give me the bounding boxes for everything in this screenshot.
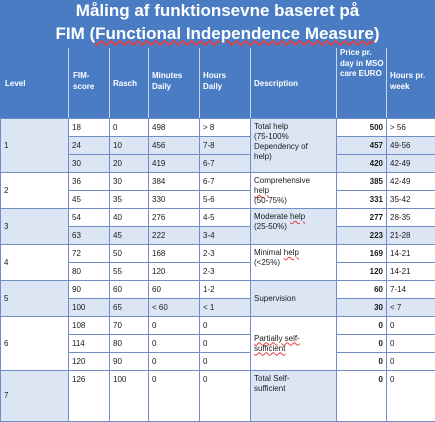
hours-cell: 0	[199, 316, 251, 335]
fim-score-cell: 24	[68, 136, 110, 155]
level-cell: 4	[0, 244, 69, 281]
level-cell: 2	[0, 172, 69, 209]
description-line	[254, 142, 333, 152]
hours-cell: 6-7	[199, 172, 251, 191]
description-fragment: help	[290, 212, 306, 221]
minutes-cell: 456	[148, 136, 200, 155]
level-cell: 3	[0, 208, 69, 245]
hours-week-cell: 28-35	[386, 208, 435, 227]
col-header-hours-week: Hours pr. week	[390, 71, 426, 91]
hours-cell: 0	[199, 352, 251, 371]
description-fragment: Partially self-	[254, 333, 300, 343]
description-line	[254, 196, 333, 206]
col-header-fim: FIM-score	[73, 71, 95, 91]
minutes-cell: 120	[148, 262, 200, 281]
fim-score-cell: 18	[68, 118, 110, 137]
minutes-cell: 60	[148, 280, 200, 299]
rasch-cell: 35	[109, 190, 149, 209]
fim-score-cell: 36	[68, 172, 110, 191]
fim-score-cell: 72	[68, 244, 110, 263]
description-line	[254, 122, 333, 132]
level-cell: 5	[0, 280, 69, 317]
minutes-cell: 276	[148, 208, 200, 227]
description-text	[254, 334, 300, 354]
minutes-cell: 330	[148, 190, 200, 209]
hours-week-cell: 0	[386, 352, 435, 371]
header-divider	[336, 48, 337, 118]
description-line	[254, 384, 333, 394]
minutes-cell: 168	[148, 244, 200, 263]
rasch-cell: 80	[109, 334, 149, 353]
description-text	[254, 248, 333, 268]
price-cell: 0	[336, 352, 387, 371]
price-cell: 457	[336, 136, 387, 155]
description-line	[254, 186, 333, 196]
minutes-cell: 0	[148, 334, 200, 353]
description-fragment: help	[283, 248, 299, 257]
title-prefix: FIM (	[55, 24, 96, 43]
rasch-cell: 0	[109, 118, 149, 137]
minutes-cell: 0	[148, 316, 200, 335]
hours-cell: < 1	[199, 298, 251, 317]
minutes-cell: 0	[148, 370, 200, 422]
hours-cell: 4-5	[199, 208, 251, 227]
minutes-cell: 0	[148, 352, 200, 371]
description-text	[254, 122, 333, 162]
col-header-price: Price pr. day in MSO care EURO	[340, 48, 384, 78]
col-header-minutes: Minutes Daily	[152, 71, 183, 91]
price-cell: 385	[336, 172, 387, 191]
price-cell: 30	[336, 298, 387, 317]
description-fragment: sufficient	[254, 343, 286, 353]
rasch-cell: 40	[109, 208, 149, 227]
description-line	[254, 212, 333, 222]
description-line	[254, 152, 333, 162]
description-fragment: Dependency of	[254, 142, 308, 151]
rasch-cell: 100	[109, 370, 149, 422]
fim-score-cell: 108	[68, 316, 110, 335]
hours-cell: 2-3	[199, 244, 251, 263]
description-cell	[250, 370, 337, 422]
description-cell	[250, 172, 337, 209]
minutes-cell: 419	[148, 154, 200, 173]
level-cell: 7	[0, 370, 69, 422]
description-cell	[250, 280, 337, 317]
fim-score-cell: 90	[68, 280, 110, 299]
description-text	[254, 374, 333, 394]
title-suffix: )	[373, 24, 380, 43]
col-header-description: Description	[254, 79, 299, 88]
description-fragment: Total Self-	[254, 374, 290, 383]
hours-cell: 0	[199, 370, 251, 422]
description-fragment: (<25%)	[254, 258, 281, 267]
description-line	[254, 248, 333, 258]
description-fragment: Comprehensive	[254, 176, 311, 185]
description-fragment: sufficient	[254, 384, 286, 393]
fim-score-cell: 120	[68, 352, 110, 371]
hours-week-cell: < 7	[386, 298, 435, 317]
price-cell: 0	[336, 370, 387, 422]
fim-score-cell: 63	[68, 226, 110, 245]
description-line	[254, 374, 333, 384]
description-line	[254, 294, 296, 304]
price-cell: 277	[336, 208, 387, 227]
price-cell: 120	[336, 262, 387, 281]
price-cell: 500	[336, 118, 387, 137]
price-cell: 223	[336, 226, 387, 245]
description-cell	[250, 208, 337, 245]
hours-week-cell: 42-49	[386, 172, 435, 191]
description-fragment: Minimal	[254, 248, 284, 257]
minutes-cell: 222	[148, 226, 200, 245]
rasch-cell: 90	[109, 352, 149, 371]
hours-cell: 0	[199, 334, 251, 353]
description-fragment: Supervision	[254, 293, 296, 303]
header-divider	[148, 48, 149, 118]
hours-cell: 7-8	[199, 136, 251, 155]
description-fragment: Moderate	[254, 212, 291, 221]
minutes-cell: 384	[148, 172, 200, 191]
hours-week-cell: > 56	[386, 118, 435, 137]
rasch-cell: 65	[109, 298, 149, 317]
description-cell	[250, 244, 337, 281]
hours-cell: 2-3	[199, 262, 251, 281]
rasch-cell: 45	[109, 226, 149, 245]
level-cell: 1	[0, 118, 69, 173]
header-divider	[386, 48, 387, 118]
header-divider	[109, 48, 110, 118]
description-line	[254, 176, 333, 186]
hours-week-cell: 49-56	[386, 136, 435, 155]
description-fragment: (75-100%	[254, 132, 289, 141]
col-header-level: Level	[5, 79, 26, 88]
header-divider	[250, 48, 251, 118]
fim-score-cell: 100	[68, 298, 110, 317]
fim-score-cell: 45	[68, 190, 110, 209]
hours-week-cell: 7-14	[386, 280, 435, 299]
price-cell: 60	[336, 280, 387, 299]
price-cell: 0	[336, 334, 387, 353]
description-fragment: Total help	[254, 122, 289, 131]
description-text	[254, 212, 333, 232]
price-cell: 420	[336, 154, 387, 173]
title-fim-expansion: Functional Independence Measure	[95, 24, 374, 43]
hours-cell: > 8	[199, 118, 251, 137]
description-fragment: (25-50%)	[254, 222, 287, 231]
fim-score-cell: 114	[68, 334, 110, 353]
hours-week-cell: 0	[386, 370, 435, 422]
hours-week-cell: 0	[386, 316, 435, 335]
description-line	[254, 258, 333, 268]
hours-week-cell: 35-42	[386, 190, 435, 209]
description-line	[254, 334, 300, 344]
description-line	[254, 344, 300, 354]
col-header-hours: Hours Daily	[203, 71, 227, 91]
fim-score-cell: 30	[68, 154, 110, 173]
description-cell	[250, 118, 337, 173]
price-cell: 169	[336, 244, 387, 263]
rasch-cell: 20	[109, 154, 149, 173]
rasch-cell: 55	[109, 262, 149, 281]
description-text	[254, 294, 296, 304]
table-title	[0, 0, 435, 48]
description-fragment: help	[254, 186, 270, 195]
fim-score-cell: 126	[68, 370, 110, 422]
description-text	[254, 176, 333, 206]
minutes-cell: < 60	[148, 298, 200, 317]
description-line	[254, 222, 333, 232]
header-divider	[199, 48, 200, 118]
rasch-cell: 60	[109, 280, 149, 299]
level-cell: 6	[0, 316, 69, 371]
hours-week-cell: 0	[386, 334, 435, 353]
description-fragment: (50-75%)	[254, 196, 287, 205]
description-line	[254, 132, 333, 142]
header-divider	[68, 48, 69, 118]
rasch-cell: 70	[109, 316, 149, 335]
hours-week-cell: 14-21	[386, 244, 435, 263]
hours-cell: 1-2	[199, 280, 251, 299]
rasch-cell: 10	[109, 136, 149, 155]
col-header-rasch: Rasch	[113, 79, 138, 88]
rasch-cell: 50	[109, 244, 149, 263]
description-cell	[250, 316, 337, 371]
title-line-1: Måling af funktionsevne baseret på	[75, 1, 360, 20]
description-fragment: help)	[254, 152, 272, 161]
hours-cell: 6-7	[199, 154, 251, 173]
hours-cell: 3-4	[199, 226, 251, 245]
fim-score-cell: 54	[68, 208, 110, 227]
hours-cell: 5-6	[199, 190, 251, 209]
rasch-cell: 30	[109, 172, 149, 191]
hours-week-cell: 14-21	[386, 262, 435, 281]
fim-score-cell: 80	[68, 262, 110, 281]
price-cell: 331	[336, 190, 387, 209]
title-line-2	[0, 24, 435, 44]
minutes-cell: 498	[148, 118, 200, 137]
hours-week-cell: 21-28	[386, 226, 435, 245]
hours-week-cell: 42-49	[386, 154, 435, 173]
price-cell: 0	[336, 316, 387, 335]
